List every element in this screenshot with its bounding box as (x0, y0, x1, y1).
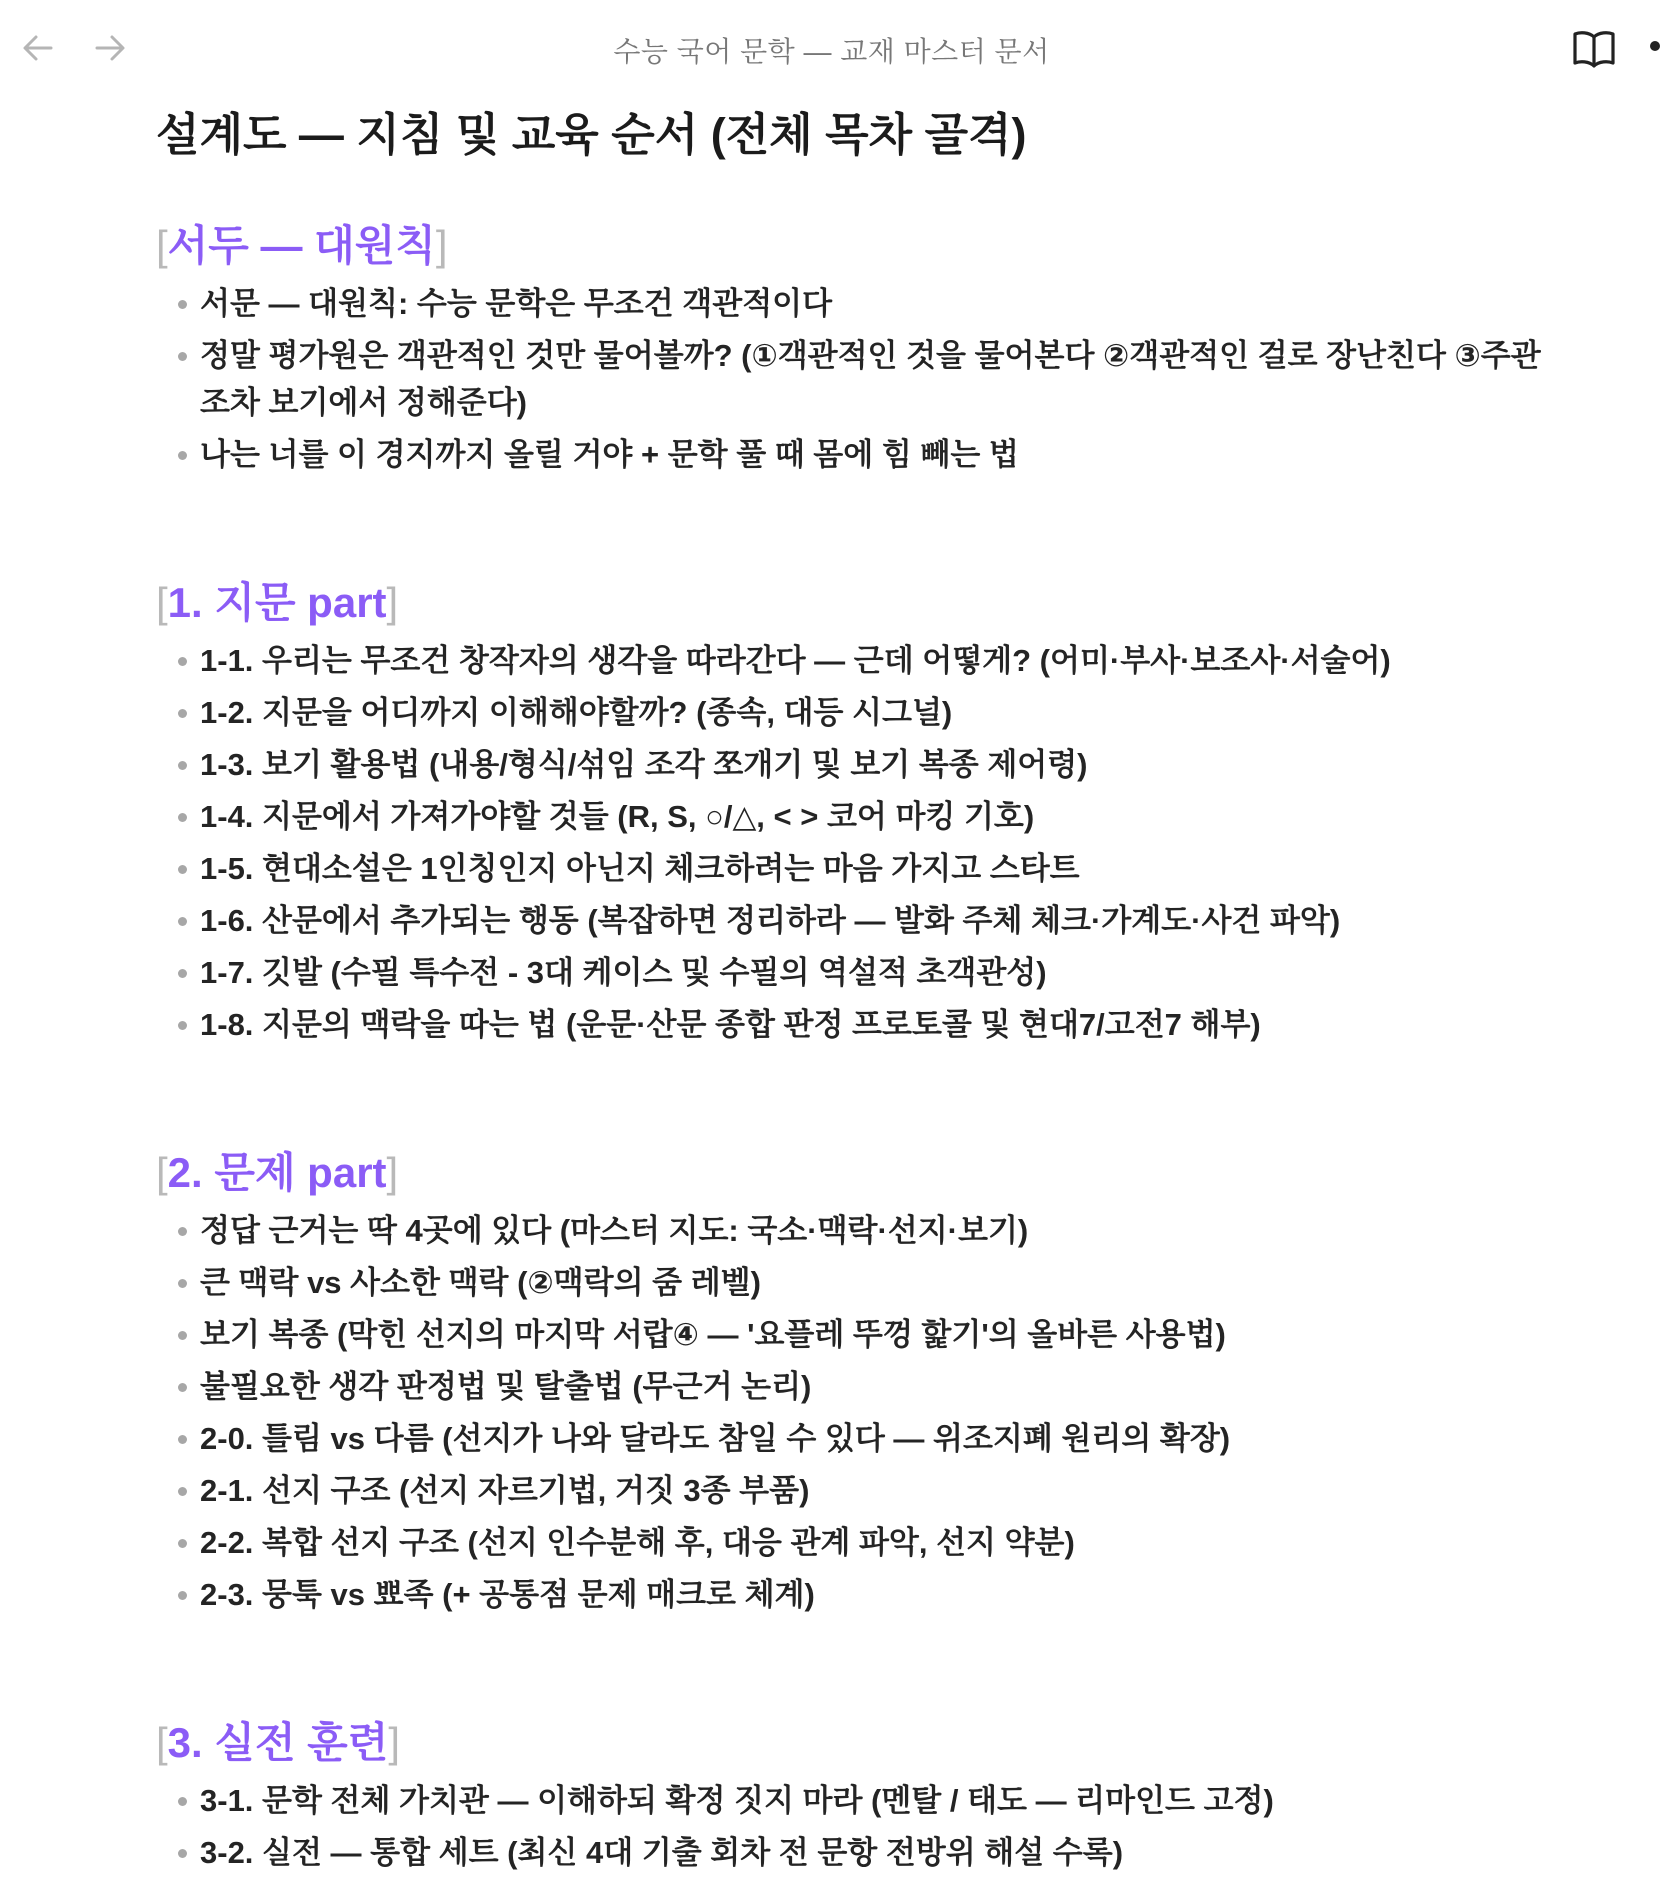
list-item: 정답 근거는 딱 4곳에 있다 (마스터 지도: 국소·맥락·선지·보기) (200, 1207, 1556, 1254)
open-book-icon (1571, 28, 1617, 70)
section-list (156, 280, 1556, 478)
list-item: 정말 평가원은 객관적인 것만 물어볼까? (①객관적인 것을 물어본다 ②객관적인 걸로 장난친다 ③주관조차 보기에서 정해준다) (200, 332, 1556, 426)
document-title: 설계도 — 지침 및 교육 순서 (전체 목차 골격) (156, 109, 1027, 160)
list-item: 1-6. 산문에서 추가되는 행동 (복잡하면 정리하라 — 발화 주체 체크·가계도·사건 파악) (200, 897, 1556, 944)
list-item: 2-3. 뭉툭 vs 뾰족 (+ 공통점 문제 매크로 체계) (200, 1571, 1556, 1618)
section-list (156, 637, 1556, 1048)
section-label: 2. 문제 part (167, 1149, 387, 1196)
list-item: 1-2. 지문을 어디까지 이해해야할까? (종속, 대등 시그널) (200, 689, 1556, 736)
section-label: 서두 — 대원칙 (167, 222, 436, 269)
list-item: 나는 너를 이 경지까지 올릴 거야 + 문학 풀 때 몸에 힘 빼는 법 (200, 431, 1556, 478)
section-list (156, 1777, 1556, 1876)
list-item: 3-1. 문학 전체 가치관 — 이해하되 확정 짓지 마라 (멘탈 / 태도 — 리마인드 고정) (200, 1777, 1556, 1824)
section-list (156, 1207, 1556, 1618)
window-title: 수능 국어 문학 — 교재 마스터 문서 (613, 36, 1050, 67)
section-passage (156, 575, 1556, 1048)
section-heading: [서두 — 대원칙] (156, 222, 448, 269)
list-item: 1-4. 지문에서 가져가야할 것들 (R, S, ○/△, < > 코어 마킹 기호) (200, 793, 1556, 840)
list-item: 2-1. 선지 구조 (선지 자르기법, 거짓 3종 부품) (200, 1467, 1556, 1514)
list-item: 서문 — 대원칙: 수능 문학은 무조건 객관적이다 (200, 280, 1556, 327)
more-options-icon[interactable] (1650, 41, 1660, 51)
section-practice (156, 1715, 1556, 1876)
list-item: 보기 복종 (막힌 선지의 마지막 서랍④ — '요플레 뚜껑 핥기'의 올바른 사용법) (200, 1311, 1556, 1358)
list-item: 1-7. 깃발 (수필 특수전 - 3대 케이스 및 수필의 역설적 초객관성) (200, 949, 1556, 996)
list-item: 1-1. 우리는 무조건 창작자의 생각을 따라간다 — 근데 어떻게? (어미·부사·보조사·서술어) (200, 637, 1556, 684)
section-heading: [2. 문제 part] (156, 1149, 399, 1196)
list-item: 3-2. 실전 — 통합 세트 (최신 4대 기출 회차 전 문항 전방위 해설 수록) (200, 1829, 1556, 1876)
list-item: 1-5. 현대소설은 1인칭인지 아닌지 체크하려는 마음 가지고 스타트 (200, 845, 1556, 892)
list-item: 불필요한 생각 판정법 및 탈출법 (무근거 논리) (200, 1363, 1556, 1410)
document-body (156, 100, 1556, 1881)
section-heading: [3. 실전 훈련] (156, 1719, 400, 1766)
list-item: 큰 맥락 vs 사소한 맥락 (②맥락의 줌 레벨) (200, 1259, 1556, 1306)
section-label: 3. 실전 훈련 (167, 1719, 389, 1766)
top-bar (0, 0, 1663, 96)
section-intro (156, 218, 1556, 478)
list-item: 1-8. 지문의 맥락을 따는 법 (운문·산문 종합 판정 프로토콜 및 현대7/고전7 해부) (200, 1001, 1556, 1048)
section-label: 1. 지문 part (167, 579, 387, 626)
list-item: 2-2. 복합 선지 구조 (선지 인수분해 후, 대응 관계 파악, 선지 약분) (200, 1519, 1556, 1566)
list-item: 2-0. 틀림 vs 다름 (선지가 나와 달라도 참일 수 있다 — 위조지폐 원리의 확장) (200, 1415, 1556, 1462)
list-item: 1-3. 보기 활용법 (내용/형식/섞임 조각 쪼개기 및 보기 복종 제어령) (200, 741, 1556, 788)
section-questions (156, 1145, 1556, 1618)
section-heading: [1. 지문 part] (156, 579, 399, 626)
reader-mode-button[interactable] (1566, 24, 1622, 74)
